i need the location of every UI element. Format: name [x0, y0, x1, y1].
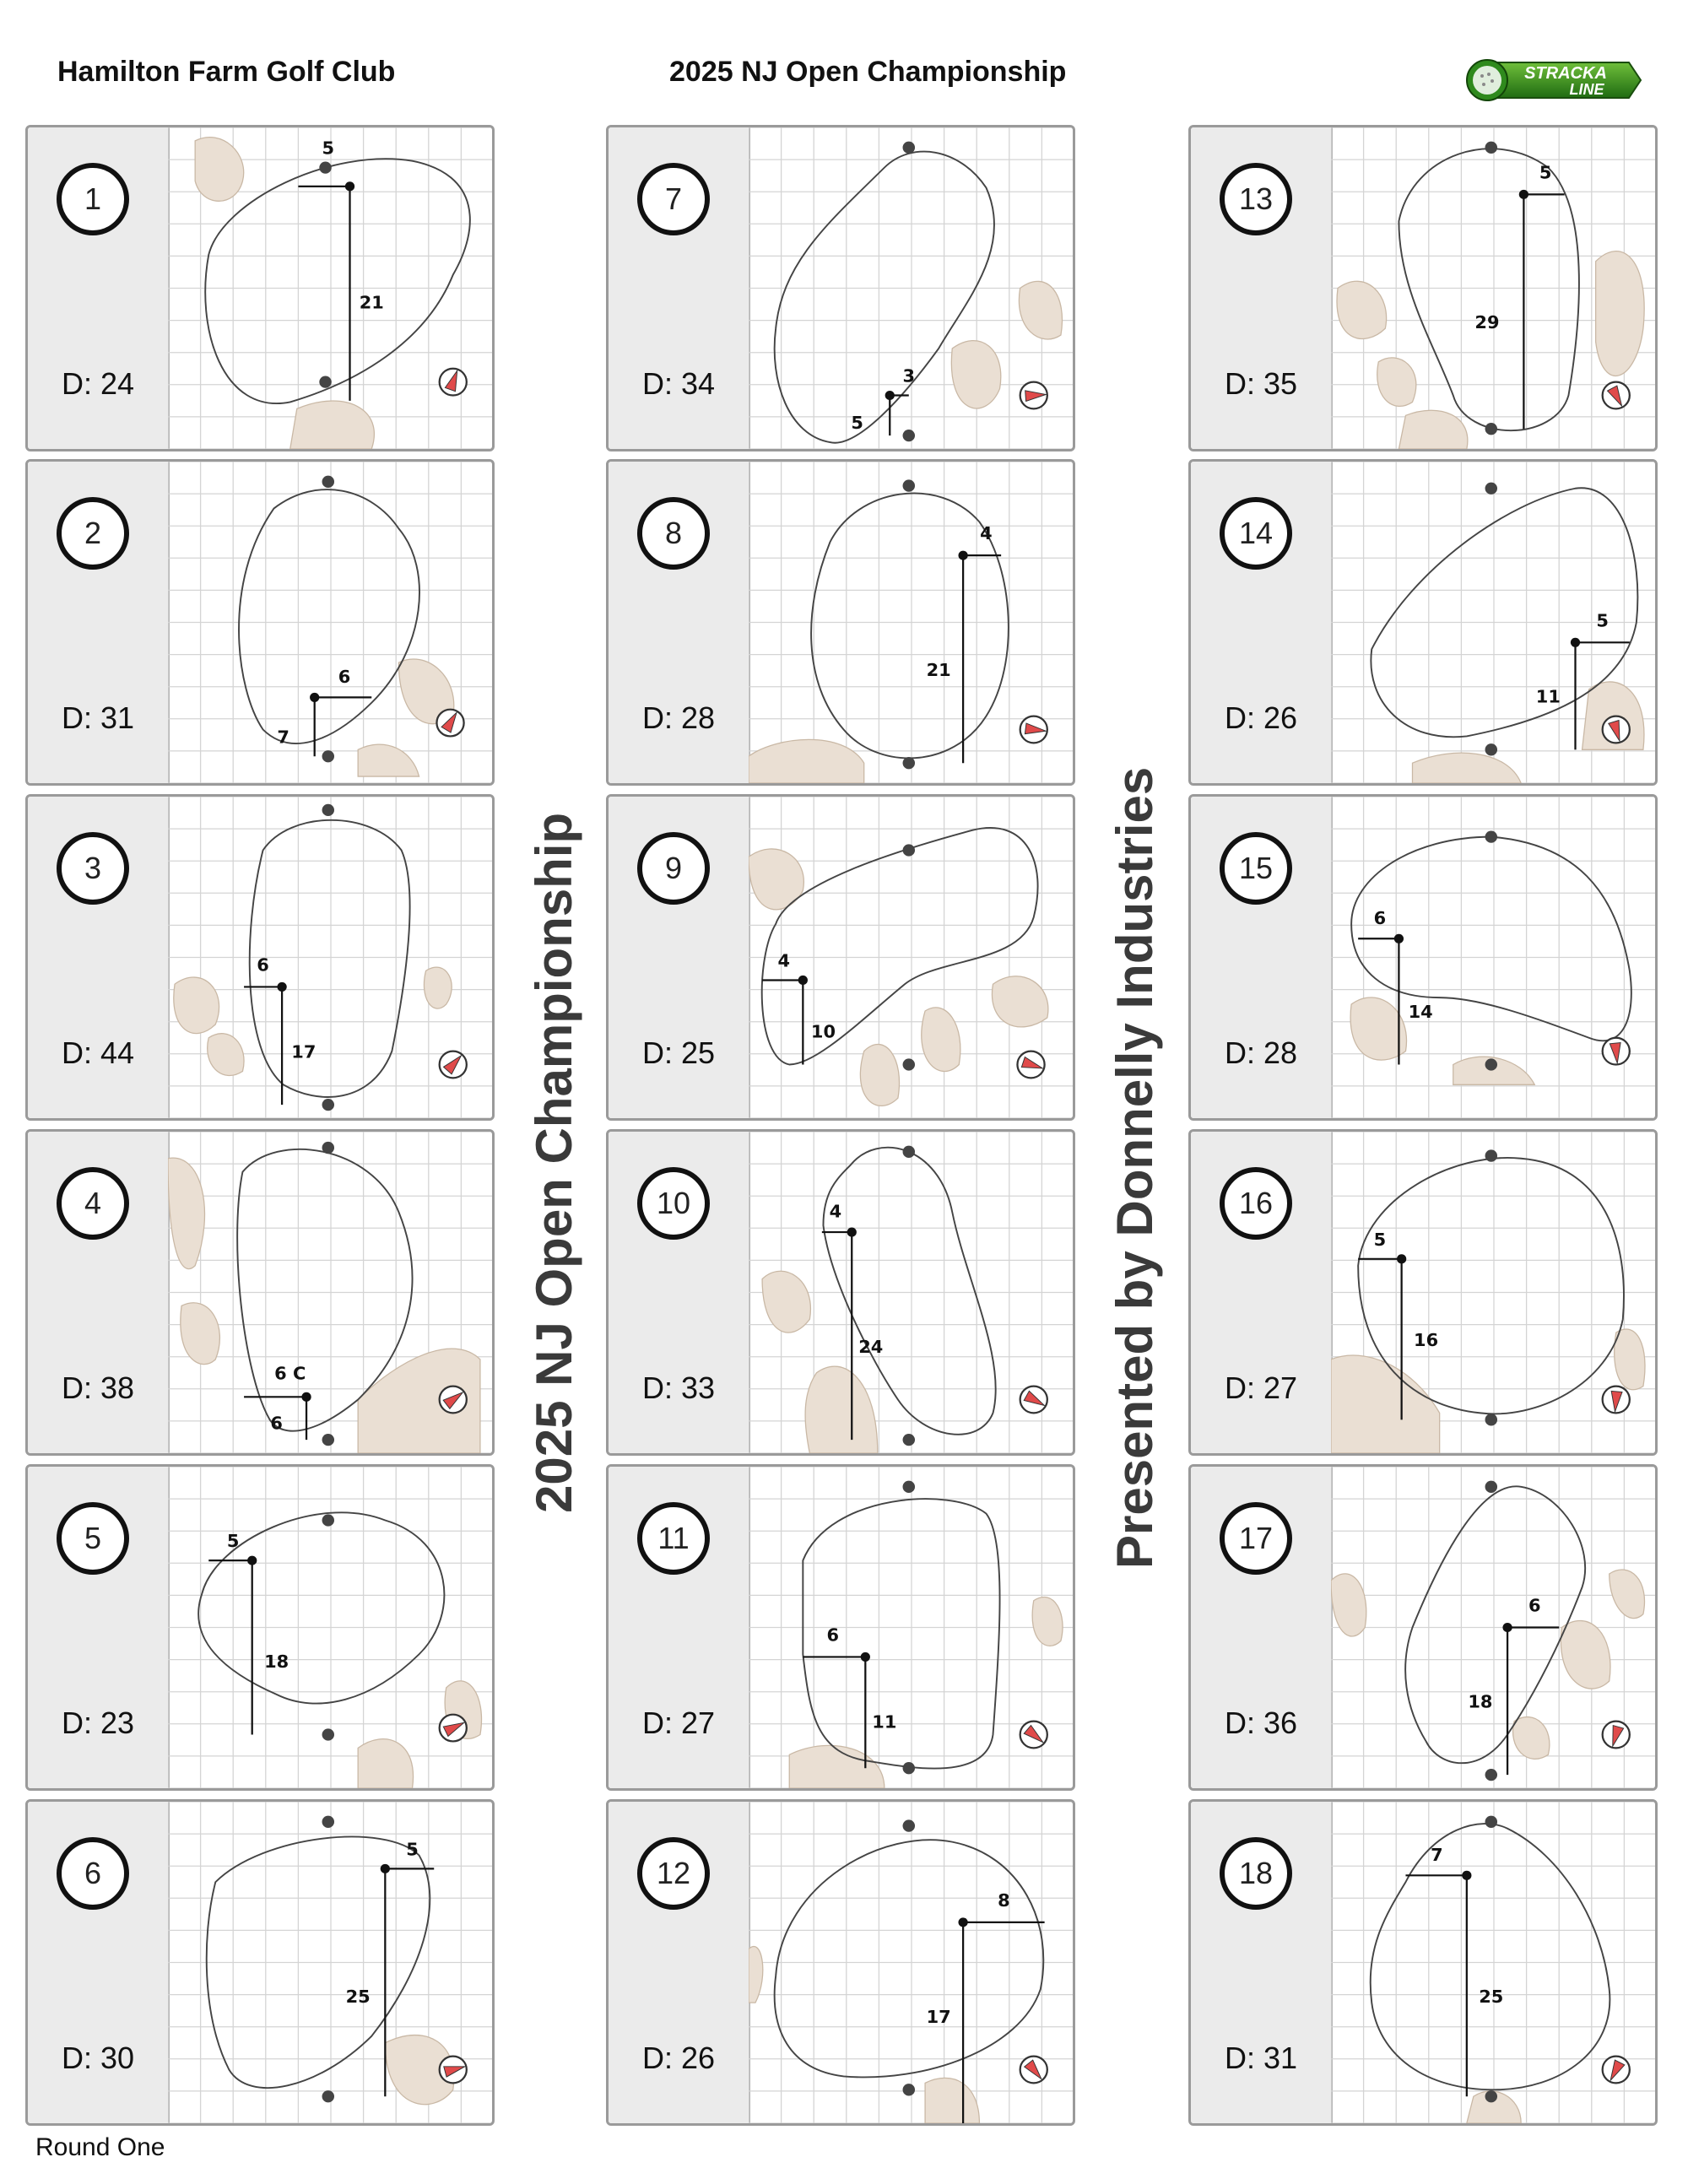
green-diagram [749, 127, 1074, 449]
green-depth [642, 1370, 715, 1406]
front-sprinkler-dot [322, 804, 334, 816]
hole-number: 3 [57, 832, 129, 905]
bunker [208, 1034, 244, 1076]
green-diagram [749, 1802, 1074, 2123]
edge-distance-label: 5 [406, 1839, 419, 1860]
pin-position [247, 1556, 257, 1565]
depth-value: 25 [681, 1035, 716, 1070]
depth-distance-label: 11 [872, 1711, 897, 1733]
back-sprinkler-dot [322, 1434, 334, 1446]
depth-value: 27 [1263, 1370, 1298, 1405]
bunker [762, 1271, 810, 1333]
edge-distance-label: 6 [257, 954, 269, 976]
edge-distance-label: 8 [998, 1889, 1010, 1911]
hole-card-18 [1188, 1799, 1658, 2126]
pin-position [1397, 1254, 1406, 1263]
hole-card-13 [1188, 125, 1658, 451]
green-depth [62, 1706, 134, 1741]
depth-prefix: D: [642, 2041, 682, 2075]
round-label: Round One [35, 2133, 165, 2161]
pin-position [847, 1228, 857, 1237]
bunker [1610, 1570, 1645, 1619]
depth-distance-label: 21 [359, 292, 384, 313]
bunker [358, 1739, 413, 1788]
compass-icon [1020, 382, 1047, 409]
front-sprinkler-dot [903, 1146, 915, 1158]
depth-prefix: D: [62, 366, 101, 401]
green-depth [62, 1370, 134, 1406]
hole-number: 9 [637, 832, 710, 905]
depth-prefix: D: [62, 1706, 101, 1740]
hole-card-7 [606, 125, 1075, 451]
depth-distance-label: 7 [277, 727, 289, 748]
depth-prefix: D: [1225, 1706, 1264, 1740]
front-sprinkler-dot [322, 1816, 334, 1828]
depth-distance-label: 11 [1535, 686, 1561, 707]
logo-text-top: STRACKA [1524, 64, 1607, 83]
pin-position [958, 1917, 967, 1927]
pin-position [798, 976, 808, 985]
bunker [181, 1303, 220, 1365]
compass-icon [1603, 716, 1630, 743]
depth-distance-label: 25 [345, 1987, 371, 2008]
green-outline [250, 820, 410, 1097]
green-depth [1225, 2041, 1297, 2076]
back-sprinkler-dot [903, 2084, 915, 2095]
green-outline [1371, 1824, 1610, 2089]
hole-card-2 [25, 459, 495, 786]
green-outline [205, 159, 470, 403]
hole-card-8 [606, 459, 1075, 786]
depth-prefix: D: [1225, 700, 1264, 735]
hole-number: 18 [1220, 1837, 1292, 1910]
compass-icon [440, 1387, 467, 1414]
hole-number: 1 [57, 163, 129, 235]
green-depth [1225, 1706, 1297, 1741]
green-depth [62, 366, 134, 402]
compass-icon [436, 710, 463, 737]
depth-value: 28 [1263, 1035, 1298, 1070]
front-sprinkler-dot [1485, 1481, 1497, 1493]
green-diagram [1331, 1802, 1657, 2123]
back-sprinkler-dot [322, 2090, 334, 2102]
bunker [1596, 251, 1645, 376]
depth-prefix: D: [1225, 1370, 1264, 1405]
front-sprinkler-dot [1485, 483, 1497, 495]
green-depth [62, 1035, 134, 1071]
pin-position [885, 391, 895, 400]
stracka-line-logo [1460, 51, 1646, 110]
hole-card-15 [1188, 794, 1658, 1121]
depth-value: 31 [1263, 2041, 1298, 2075]
green-diagram [168, 797, 494, 1118]
front-sprinkler-dot [903, 1819, 915, 1831]
green-diagram [749, 1467, 1074, 1788]
depth-distance-label: 6 [270, 1413, 283, 1434]
back-sprinkler-dot [319, 376, 331, 387]
front-sprinkler-dot [903, 1481, 915, 1493]
depth-value: 24 [100, 366, 135, 401]
depth-prefix: D: [1225, 1035, 1264, 1070]
back-sprinkler-dot [1485, 1058, 1497, 1070]
green-diagram [1331, 1467, 1657, 1788]
front-sprinkler-dot [1485, 142, 1497, 154]
edge-distance-label: 6 [1528, 1595, 1541, 1616]
pin-position [345, 181, 354, 191]
front-sprinkler-dot [1485, 1149, 1497, 1161]
depth-value: 23 [100, 1706, 135, 1740]
hole-card-16 [1188, 1129, 1658, 1456]
hole-card-12 [606, 1799, 1075, 2126]
depth-distance-label: 5 [851, 413, 863, 434]
depth-prefix: D: [642, 700, 682, 735]
green-depth [62, 700, 134, 736]
compass-icon [1017, 1051, 1044, 1078]
bunker [1413, 753, 1522, 783]
front-sprinkler-dot [903, 479, 915, 491]
bunker [195, 138, 244, 202]
back-sprinkler-dot [1485, 743, 1497, 755]
depth-value: 33 [681, 1370, 716, 1405]
hole-number: 2 [57, 497, 129, 570]
hole-number: 16 [1220, 1167, 1292, 1240]
back-sprinkler-dot [903, 1434, 915, 1446]
front-sprinkler-dot [322, 1142, 334, 1154]
pin-position [301, 1392, 311, 1402]
depth-value: 38 [100, 1370, 135, 1405]
depth-value: 35 [1263, 366, 1298, 401]
depth-prefix: D: [642, 1035, 682, 1070]
depth-prefix: D: [642, 1706, 682, 1740]
compass-icon [1603, 1038, 1630, 1065]
green-depth [62, 2041, 134, 2076]
hole-number: 7 [637, 163, 710, 235]
edge-distance-label: 6 C [274, 1363, 306, 1384]
back-sprinkler-dot [1485, 2090, 1497, 2102]
green-depth [642, 366, 715, 402]
green-depth [1225, 700, 1297, 736]
green-outline [775, 1840, 1044, 2077]
depth-distance-label: 14 [1408, 1002, 1433, 1022]
compass-icon [1603, 1722, 1630, 1749]
green-depth [1225, 366, 1297, 402]
compass-icon [440, 2057, 467, 2084]
bunker [168, 1158, 205, 1268]
edge-distance-label: 6 [338, 667, 351, 687]
bunker [1399, 410, 1467, 449]
depth-distance-label: 24 [858, 1337, 884, 1357]
bunker [1331, 1355, 1440, 1453]
pin-position [1462, 1871, 1471, 1880]
green-depth [642, 2041, 715, 2076]
compass-icon [440, 1715, 467, 1742]
hole-number: 11 [637, 1502, 710, 1575]
front-sprinkler-dot [903, 844, 915, 856]
hole-card-1 [25, 125, 495, 451]
back-sprinkler-dot [903, 757, 915, 769]
bunker [424, 967, 452, 1008]
hole-number: 13 [1220, 163, 1292, 235]
pin-position [861, 1652, 870, 1662]
vertical-sponsor-text: Presented by Donnelly Industries [1106, 766, 1163, 1569]
hole-number: 14 [1220, 497, 1292, 570]
hole-card-4 [25, 1129, 495, 1456]
front-sprinkler-dot [1485, 830, 1497, 842]
depth-prefix: D: [62, 1035, 101, 1070]
compass-icon [1603, 2057, 1630, 2084]
vertical-event-title: 2025 NJ Open Championship [526, 812, 582, 1513]
back-sprinkler-dot [1485, 1769, 1497, 1781]
edge-distance-label: 5 [1373, 1230, 1387, 1250]
hole-card-17 [1188, 1464, 1658, 1791]
depth-value: 30 [100, 2041, 135, 2075]
back-sprinkler-dot [1485, 1414, 1497, 1425]
bunker [1377, 358, 1416, 407]
green-diagram [168, 462, 494, 783]
green-diagram [749, 797, 1074, 1118]
hole-number: 4 [57, 1167, 129, 1240]
green-diagram [168, 1802, 494, 2123]
pin-position [958, 551, 967, 560]
depth-value: 26 [681, 2041, 716, 2075]
depth-distance-label: 29 [1474, 312, 1500, 333]
green-diagram [749, 462, 1074, 783]
front-sprinkler-dot [319, 161, 331, 173]
hole-card-9 [606, 794, 1075, 1121]
green-depth [642, 700, 715, 736]
bunker [1032, 1597, 1063, 1646]
hole-card-3 [25, 794, 495, 1121]
pin-position [1519, 190, 1528, 199]
bunker [922, 1008, 960, 1072]
depth-prefix: D: [62, 700, 101, 735]
back-sprinkler-dot [903, 430, 915, 441]
edge-distance-label: 3 [902, 365, 916, 387]
bunker [951, 341, 1000, 408]
bunker [358, 744, 419, 776]
hole-number: 6 [57, 1837, 129, 1910]
event-title: 2025 NJ Open Championship [669, 56, 1067, 88]
green-diagram [1331, 797, 1657, 1118]
front-sprinkler-dot [322, 476, 334, 488]
depth-value: 36 [1263, 1706, 1298, 1740]
hole-number: 12 [637, 1837, 710, 1910]
back-sprinkler-dot [322, 1728, 334, 1740]
pin-position [277, 982, 286, 992]
bunker [174, 977, 219, 1034]
depth-prefix: D: [1225, 2041, 1264, 2075]
bunker [1561, 1621, 1610, 1689]
hole-number: 15 [1220, 832, 1292, 905]
edge-distance-label: 4 [980, 523, 993, 544]
green-depth [1225, 1370, 1297, 1406]
bunker [1019, 281, 1062, 339]
front-sprinkler-dot [1485, 1816, 1497, 1828]
depth-value: 34 [681, 366, 716, 401]
depth-prefix: D: [62, 1370, 101, 1405]
green-depth [1225, 1035, 1297, 1071]
club-name: Hamilton Farm Golf Club [57, 56, 396, 88]
pin-position [1394, 934, 1404, 943]
edge-distance-label: 6 [1373, 907, 1387, 928]
edge-distance-label: 7 [1431, 1844, 1443, 1865]
edge-distance-label: 4 [777, 950, 791, 971]
pin-position [1571, 638, 1580, 647]
depth-distance-label: 21 [926, 660, 951, 680]
green-diagram [168, 1467, 494, 1788]
green-diagram [1331, 462, 1657, 783]
depth-prefix: D: [642, 1370, 682, 1405]
front-sprinkler-dot [322, 1514, 334, 1526]
edge-distance-label: 6 [826, 1624, 839, 1646]
pin-position [1502, 1623, 1512, 1632]
green-diagram [749, 1132, 1074, 1453]
depth-prefix: D: [62, 2041, 101, 2075]
compass-icon [1603, 1387, 1630, 1414]
pin-position [310, 693, 319, 702]
depth-prefix: D: [1225, 366, 1264, 401]
hole-card-6 [25, 1799, 495, 2126]
hole-card-11 [606, 1464, 1075, 1791]
bunker [1615, 1329, 1645, 1390]
edge-distance-label: 5 [1539, 162, 1552, 183]
depth-value: 31 [100, 700, 135, 735]
depth-distance-label: 10 [810, 1021, 836, 1042]
green-depth [642, 1706, 715, 1741]
green-diagram [168, 1132, 494, 1453]
depth-value: 27 [681, 1706, 716, 1740]
depth-distance-label: 17 [926, 2007, 951, 2027]
bunker [1337, 281, 1387, 338]
back-sprinkler-dot [1485, 423, 1497, 435]
back-sprinkler-dot [322, 1099, 334, 1111]
compass-icon [1020, 716, 1047, 743]
compass-icon [1603, 382, 1630, 409]
green-diagram [1331, 1132, 1657, 1453]
hole-number: 8 [637, 497, 710, 570]
edge-distance-label: 5 [1596, 610, 1609, 631]
compass-icon [1020, 2057, 1047, 2084]
pin-position [381, 1864, 390, 1873]
depth-distance-label: 25 [1479, 1987, 1504, 2008]
back-sprinkler-dot [903, 1058, 915, 1070]
green-diagram [168, 127, 494, 449]
compass-icon [440, 369, 467, 396]
hole-card-14 [1188, 459, 1658, 786]
compass-icon [1020, 1387, 1047, 1414]
green-outline [1399, 149, 1578, 430]
edge-distance-label: 4 [829, 1201, 842, 1222]
depth-value: 26 [1263, 700, 1298, 735]
green-outline [1405, 1486, 1585, 1763]
bunker [290, 401, 375, 449]
hole-card-5 [25, 1464, 495, 1791]
back-sprinkler-dot [322, 750, 334, 762]
edge-distance-label: 5 [322, 138, 335, 159]
bunker [805, 1366, 878, 1453]
compass-icon [440, 1051, 467, 1078]
depth-value: 44 [100, 1035, 135, 1070]
depth-distance-label: 18 [264, 1652, 289, 1673]
edge-distance-label: 5 [226, 1531, 240, 1552]
bunker [789, 1745, 885, 1788]
bunker [925, 2078, 979, 2123]
depth-value: 28 [681, 700, 716, 735]
hole-number: 17 [1220, 1502, 1292, 1575]
depth-distance-label: 18 [1468, 1691, 1493, 1712]
logo-text-bottom: LINE [1569, 81, 1604, 98]
depth-distance-label: 17 [291, 1041, 316, 1062]
hole-card-10 [606, 1129, 1075, 1456]
green-depth [642, 1035, 715, 1071]
back-sprinkler-dot [903, 1762, 915, 1774]
front-sprinkler-dot [903, 142, 915, 154]
hole-number: 10 [637, 1167, 710, 1240]
compass-icon [1020, 1722, 1047, 1749]
bunker [1513, 1717, 1550, 1760]
hole-number: 5 [57, 1502, 129, 1575]
depth-distance-label: 16 [1414, 1330, 1439, 1350]
bunker [992, 976, 1047, 1027]
depth-prefix: D: [642, 366, 682, 401]
green-diagram [1331, 127, 1657, 449]
